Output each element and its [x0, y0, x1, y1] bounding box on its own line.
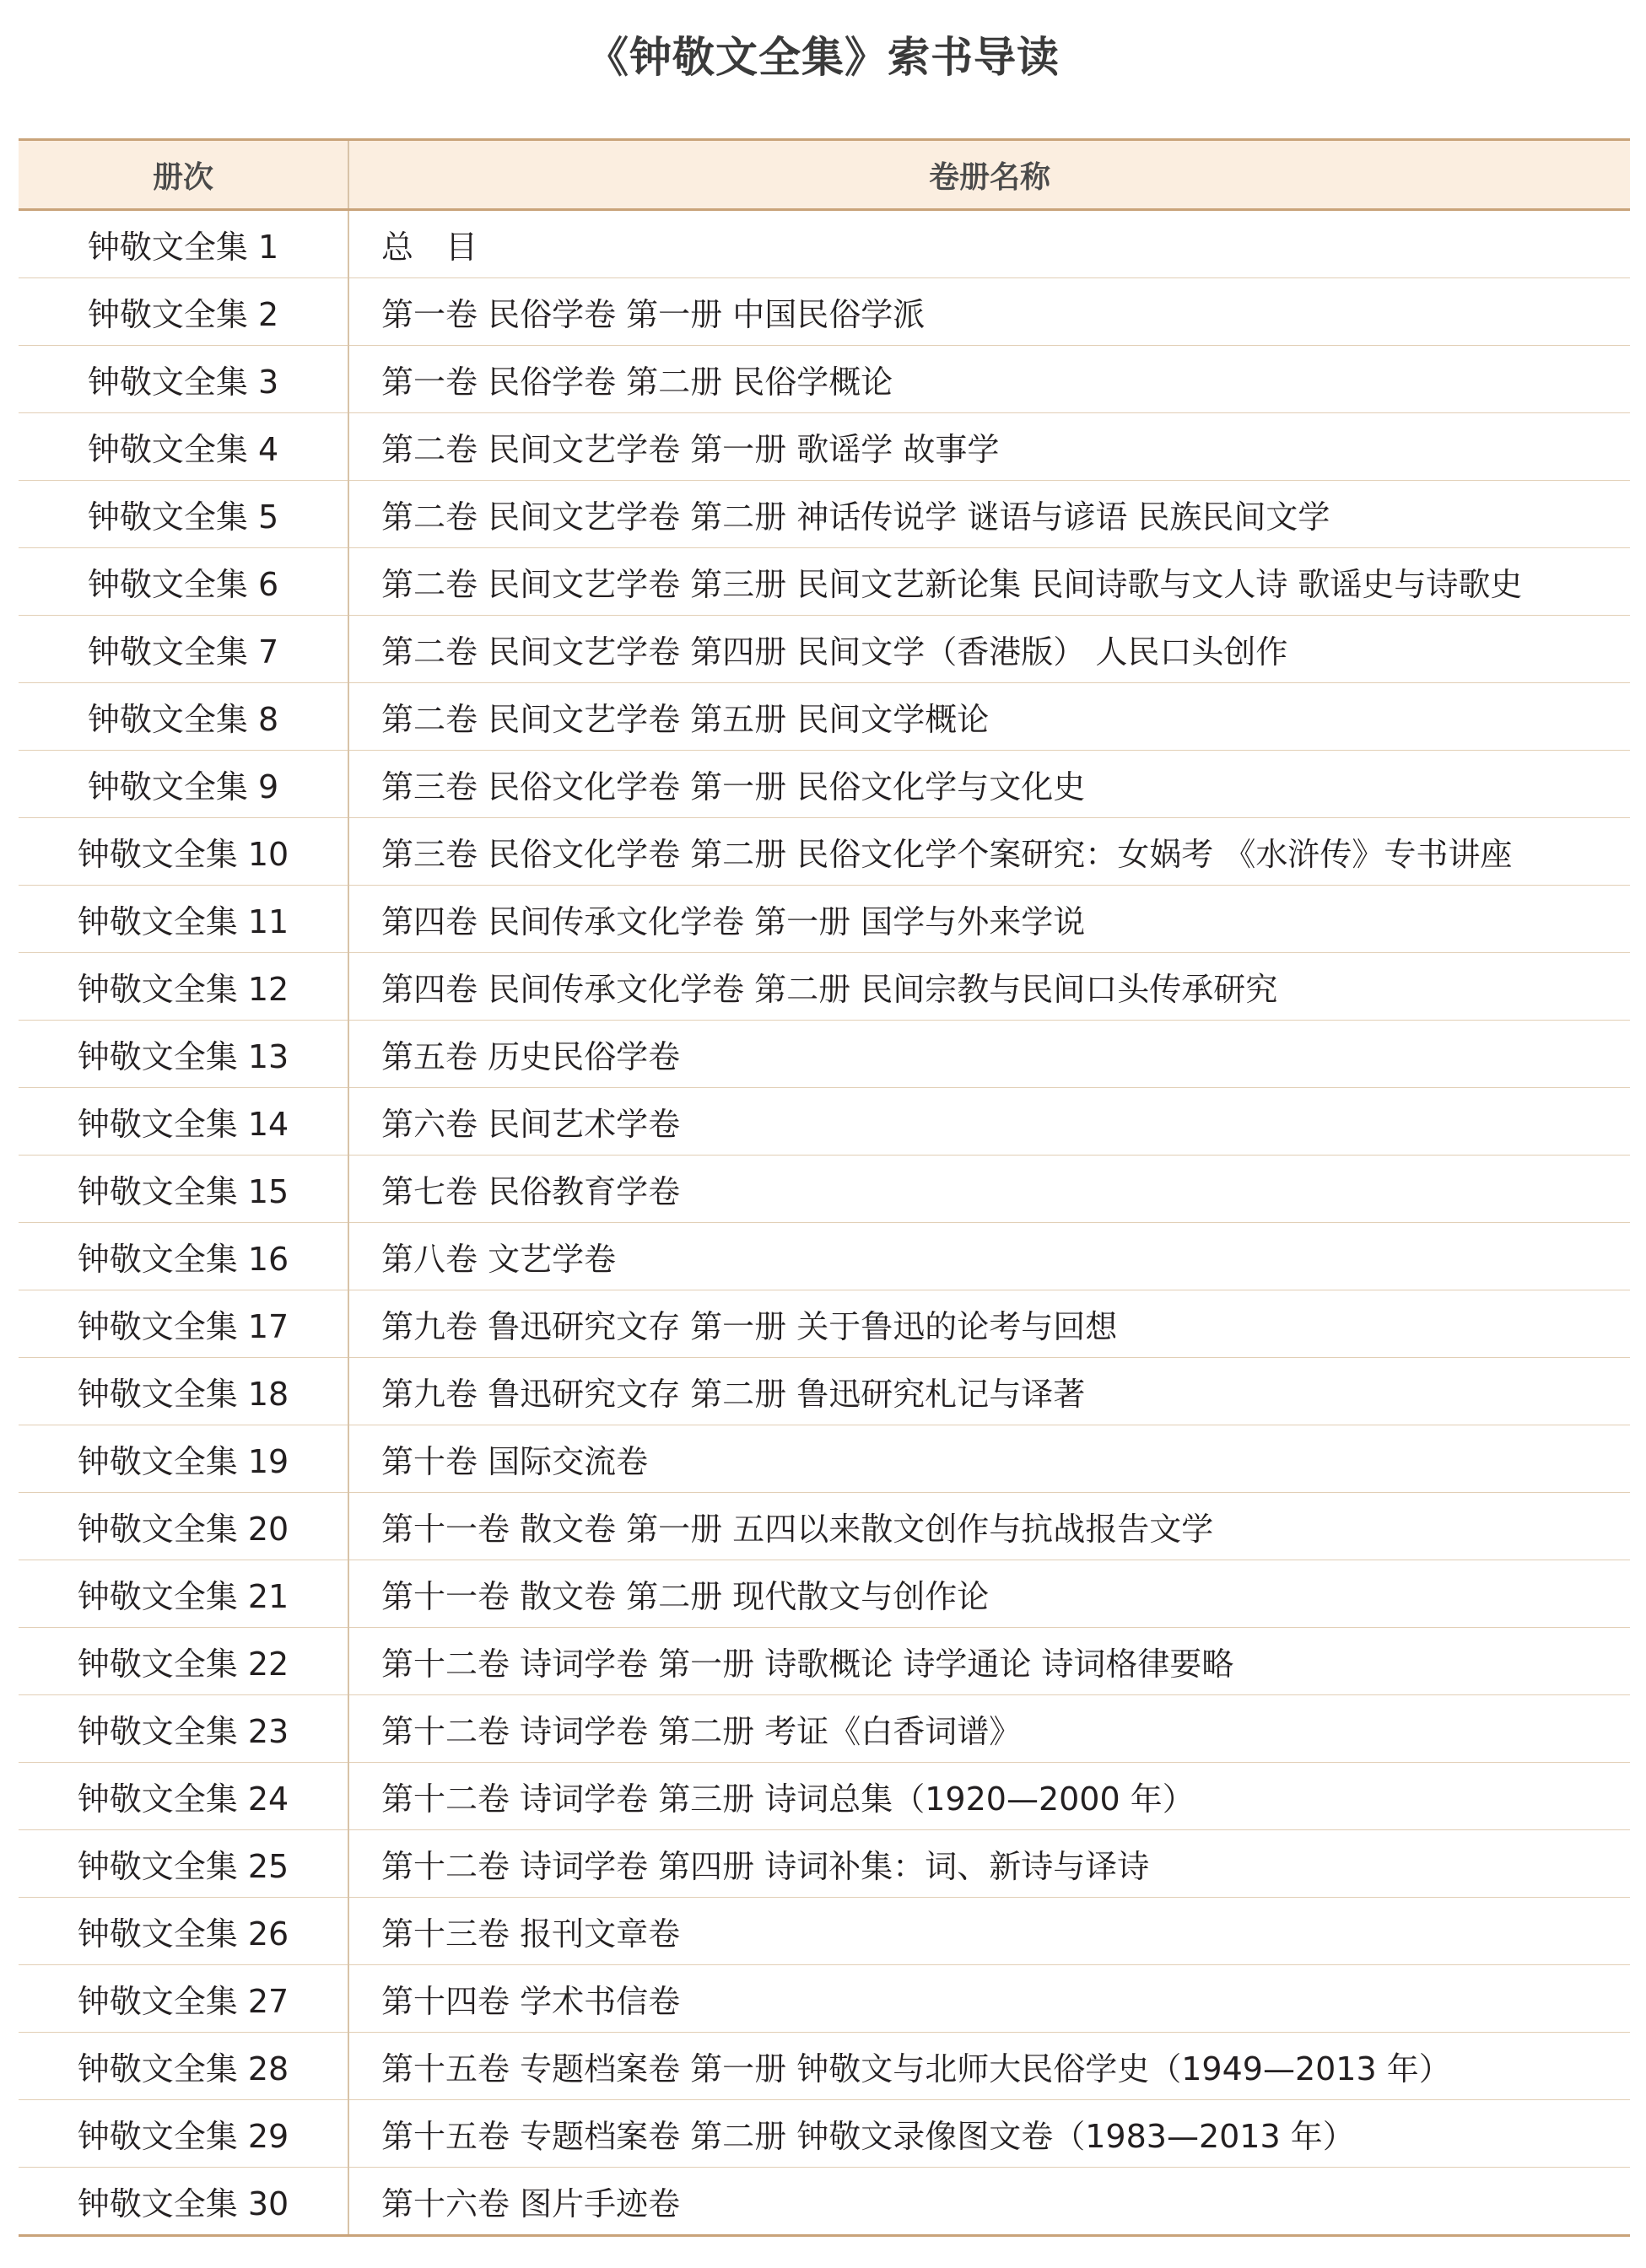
- volume-cell: 钟敬文全集 4: [19, 413, 348, 481]
- volume-name-cell: 第二卷 民间文艺学卷 第三册 民间文艺新论集 民间诗歌与文人诗 歌谣史与诗歌史: [348, 548, 1630, 616]
- table-row: [19, 1021, 1630, 1088]
- volume-name-cell: 第一卷 民俗学卷 第一册 中国民俗学派: [348, 278, 1630, 346]
- table-row: [19, 818, 1630, 886]
- table-row: [19, 886, 1630, 953]
- volume-name-cell: 第四卷 民间传承文化学卷 第一册 国学与外来学说: [348, 886, 1630, 953]
- volume-cell: 钟敬文全集 28: [19, 2033, 348, 2100]
- volume-cell: 钟敬文全集 17: [19, 1290, 348, 1358]
- volume-cell: 钟敬文全集 14: [19, 1088, 348, 1156]
- table-row: [19, 1560, 1630, 1628]
- volume-name-cell: 第七卷 民俗教育学卷: [348, 1156, 1630, 1223]
- volume-cell: 钟敬文全集 15: [19, 1156, 348, 1223]
- volume-name-cell: 第二卷 民间文艺学卷 第四册 民间文学（香港版） 人民口头创作: [348, 616, 1630, 683]
- volume-cell: 钟敬文全集 10: [19, 818, 348, 886]
- volume-name-cell: 第十六卷 图片手迹卷: [381, 2185, 681, 2222]
- volume-cell: 钟敬文全集 19: [19, 1425, 348, 1493]
- volume-name-cell: 第四卷 民间传承文化学卷 第二册 民间宗教与民间口头传承研究: [348, 953, 1630, 1021]
- volume-name-cell: 第十一卷 散文卷 第一册 五四以来散文创作与抗战报告文学: [348, 1493, 1630, 1560]
- volume-cell: 钟敬文全集 16: [19, 1223, 348, 1290]
- table-row: [19, 1358, 1630, 1425]
- table-row: [19, 1156, 1630, 1223]
- table-row: [19, 346, 1630, 413]
- volume-cell: 钟敬文全集 25: [19, 1830, 348, 1898]
- volume-name-cell: 第六卷 民间艺术学卷: [348, 1088, 1630, 1156]
- table-row: [19, 616, 1630, 683]
- volume-name-cell: 第十三卷 报刊文章卷: [348, 1898, 1630, 1965]
- volume-name-cell: 第十二卷 诗词学卷 第二册 考证《白香词谱》: [348, 1695, 1630, 1763]
- volume-name-cell: 总 目: [348, 210, 1630, 278]
- table-row: [19, 683, 1630, 751]
- table-row: [19, 1493, 1630, 1560]
- volume-cell: 钟敬文全集 18: [19, 1358, 348, 1425]
- volume-name-cell: 第五卷 历史民俗学卷: [348, 1021, 1630, 1088]
- volume-cell: 钟敬文全集 13: [19, 1021, 348, 1088]
- table-row: [19, 1830, 1630, 1898]
- table-row: [19, 1763, 1630, 1830]
- volume-cell: 钟敬文全集 11: [19, 886, 348, 953]
- volume-name-cell: 第二卷 民间文艺学卷 第一册 歌谣学 故事学: [348, 413, 1630, 481]
- header-volume: 册次: [19, 140, 348, 210]
- volume-cell: 钟敬文全集 27: [19, 1965, 348, 2033]
- volume-cell: 钟敬文全集 20: [19, 1493, 348, 1560]
- table-row: [19, 751, 1630, 818]
- volume-name-cell: 第十卷 国际交流卷: [348, 1425, 1630, 1493]
- volume-cell: 钟敬文全集 8: [19, 683, 348, 751]
- volume-cell: 钟敬文全集 7: [19, 616, 348, 683]
- volume-cell: 钟敬文全集 9: [19, 751, 348, 818]
- volume-cell: 钟敬文全集 12: [19, 953, 348, 1021]
- header-row: [19, 140, 1630, 210]
- volume-cell: 钟敬文全集 1: [19, 210, 348, 278]
- table-row: [19, 2033, 1630, 2100]
- volume-cell: 钟敬文全集 6: [19, 548, 348, 616]
- volume-cell: 钟敬文全集 2: [19, 278, 348, 346]
- table-row: [19, 2168, 1630, 2236]
- page-title: 《钟敬文全集》索书导读: [586, 33, 1060, 82]
- volume-name-cell: 第八卷 文艺学卷: [348, 1223, 1630, 1290]
- volume-cell: 钟敬文全集 3: [19, 346, 348, 413]
- table-header: [19, 140, 1630, 210]
- volume-name-cell: 第二卷 民间文艺学卷 第二册 神话传说学 谜语与谚语 民族民间文学: [348, 481, 1630, 548]
- table-row: [19, 1425, 1630, 1493]
- volume-cell: 钟敬文全集 24: [19, 1763, 348, 1830]
- table-row: [19, 481, 1630, 548]
- volume-name-cell: 第九卷 鲁迅研究文存 第二册 鲁迅研究札记与译著: [348, 1358, 1630, 1425]
- volume-name-cell: 第十一卷 散文卷 第二册 现代散文与创作论: [348, 1560, 1630, 1628]
- table-row: [19, 1223, 1630, 1290]
- volume-name-cell: 第二卷 民间文艺学卷 第五册 民间文学概论: [348, 683, 1630, 751]
- table-row: [19, 278, 1630, 346]
- volume-cell: 钟敬文全集 30: [19, 2168, 348, 2236]
- volume-name-cell: 第十二卷 诗词学卷 第四册 诗词补集：词、新诗与译诗: [348, 1830, 1630, 1898]
- volume-name-cell: 第一卷 民俗学卷 第二册 民俗学概论: [348, 346, 1630, 413]
- index-table: [19, 138, 1630, 2237]
- table-row: [19, 548, 1630, 616]
- volume-name-cell: 第三卷 民俗文化学卷 第一册 民俗文化学与文化史: [348, 751, 1630, 818]
- table-row: [19, 953, 1630, 1021]
- table-row: [19, 1088, 1630, 1156]
- volume-cell: 钟敬文全集 5: [19, 481, 348, 548]
- table-row: [19, 1695, 1630, 1763]
- volume-name-cell: 第十二卷 诗词学卷 第一册 诗歌概论 诗学通论 诗词格律要略: [348, 1628, 1630, 1695]
- volume-cell: 钟敬文全集 26: [19, 1898, 348, 1965]
- volume-name-cell: 第九卷 鲁迅研究文存 第一册 关于鲁迅的论考与回想: [348, 1290, 1630, 1358]
- table-row: [19, 413, 1630, 481]
- volume-cell: 钟敬文全集 23: [19, 1695, 348, 1763]
- volume-cell: 钟敬文全集 22: [19, 1628, 348, 1695]
- table-row: [19, 1628, 1630, 1695]
- volume-name-cell: 第十五卷 专题档案卷 第一册 钟敬文与北师大民俗学史（1949—2013 年）: [348, 2033, 1630, 2100]
- table-row: [19, 210, 1630, 278]
- table-row: [19, 1898, 1630, 1965]
- table-row: [19, 1965, 1630, 2033]
- volume-name-cell: 第十四卷 学术书信卷: [348, 1965, 1630, 2033]
- header-volume-name: 卷册名称: [348, 140, 1630, 210]
- volume-name-cell: 第十二卷 诗词学卷 第三册 诗词总集（1920—2000 年）: [348, 1763, 1630, 1830]
- table-body: [19, 210, 1630, 2236]
- volume-cell: 钟敬文全集 29: [19, 2100, 348, 2168]
- volume-name-cell: 第十五卷 专题档案卷 第二册 钟敬文录像图文卷（1983—2013 年）: [348, 2100, 1630, 2168]
- volume-cell: 钟敬文全集 21: [19, 1560, 348, 1628]
- table-row: [19, 2100, 1630, 2168]
- volume-name-cell: 第三卷 民俗文化学卷 第二册 民俗文化学个案研究：女娲考 《水浒传》专书讲座: [348, 818, 1630, 886]
- table-row: [19, 1290, 1630, 1358]
